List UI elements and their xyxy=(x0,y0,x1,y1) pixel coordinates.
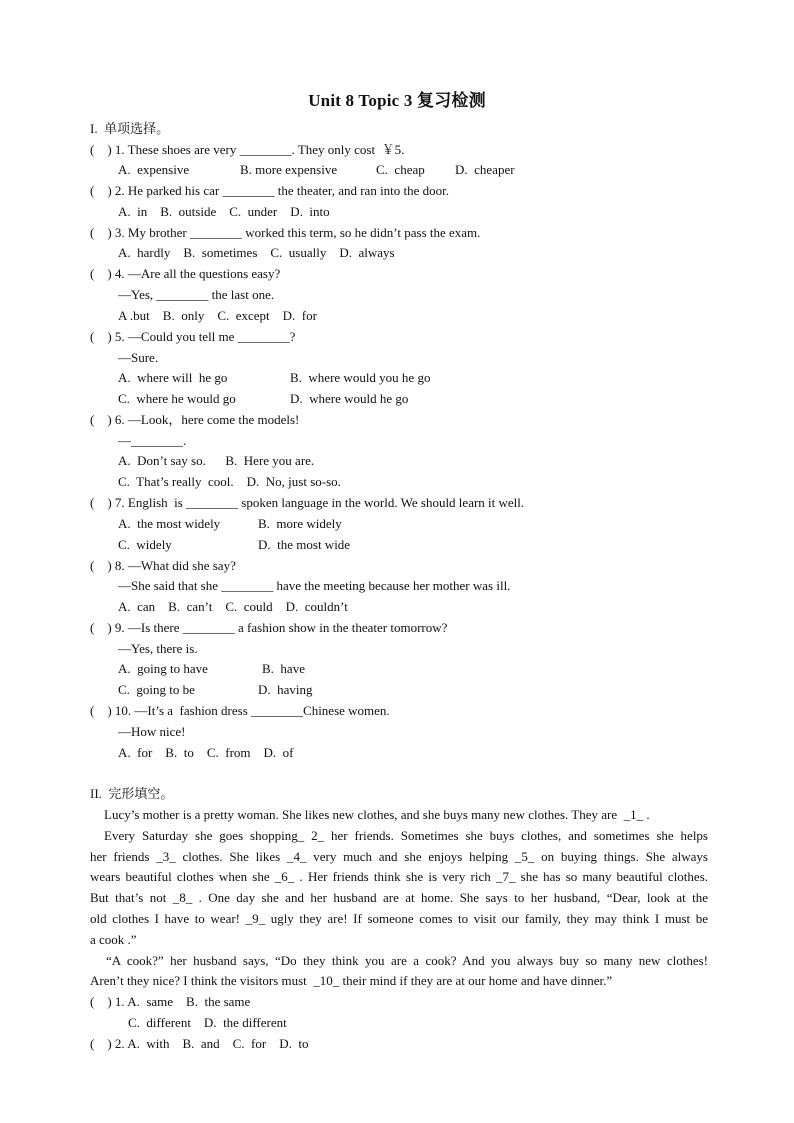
q6-reply: —________. xyxy=(118,433,187,448)
q5-option-b: B. where would you he go xyxy=(290,370,431,385)
passage-line-1: Lucy’s mother is a pretty woman. She likes new clothes, and she buys many new clothes. They are _1_ . xyxy=(104,807,650,822)
q6-options-row1: A. Don’t say so. B. Here you are. xyxy=(118,453,315,468)
q9-option-b: B. have xyxy=(262,661,305,676)
q1-option-a: A. expensive xyxy=(118,162,190,177)
q2-options: A. in B. outside C. under D. into xyxy=(118,204,330,219)
passage-line-7: a cook .” xyxy=(90,932,137,947)
q1-option-c: C. cheap xyxy=(376,162,425,177)
question-6: ( ) 6. —Look，here come the models! xyxy=(90,412,300,427)
q5-option-d: D. where would he go xyxy=(290,391,409,406)
q9-reply: —Yes, there is. xyxy=(118,641,198,656)
question-7: ( ) 7. English is ________ spoken language in the world. We should learn it well. xyxy=(90,495,525,510)
q9-option-c: C. going to be xyxy=(118,682,195,697)
q7-option-d: D. the most wide xyxy=(258,537,351,552)
cloze-question-1: ( ) 1. A. same B. the same xyxy=(90,994,251,1009)
q5-reply: —Sure. xyxy=(118,350,159,365)
question-3: ( ) 3. My brother ________ worked this term, so he didn’t pass the exam. xyxy=(90,225,481,240)
q6-options-row2: C. That’s really cool. D. No, just so-so. xyxy=(118,474,341,489)
section1-heading: I. 单项选择。 xyxy=(90,121,170,136)
q9-option-d: D. having xyxy=(258,682,313,697)
question-9: ( ) 9. —Is there ________ a fashion show in the theater tomorrow? xyxy=(90,620,448,635)
passage-line-6: old clothes I have to wear! _9_ ugly they are! If someone comes to visit our family, they may think I must be xyxy=(90,911,708,926)
q8-options: A. can B. can’t C. could D. couldn’t xyxy=(118,599,348,614)
q5-option-a: A. where will he go xyxy=(118,370,228,385)
cloze-question-2: ( ) 2. A. with B. and C. for D. to xyxy=(90,1036,309,1051)
q5-option-c: C. where he would go xyxy=(118,391,236,406)
q7-option-a: A. the most widely xyxy=(118,516,221,531)
q7-option-c: C. widely xyxy=(118,537,172,552)
q1-option-d: D. cheaper xyxy=(455,162,515,177)
question-8: ( ) 8. —What did she say? xyxy=(90,558,236,573)
section2-heading: II. 完形填空。 xyxy=(90,786,174,801)
q10-reply: —How nice! xyxy=(118,724,186,739)
page-title: Unit 8 Topic 3 复习检测 xyxy=(308,91,486,110)
q7-option-b: B. more widely xyxy=(258,516,342,531)
passage-line-9: Aren’t they nice? I think the visitors must _10_ their mind if they are at our home and have dinner.” xyxy=(90,973,613,988)
question-10: ( ) 10. —It’s a fashion dress ________Chinese women. xyxy=(90,703,390,718)
q4-reply: —Yes, ________ the last one. xyxy=(118,287,275,302)
question-4: ( ) 4. —Are all the questions easy? xyxy=(90,266,281,281)
q9-option-a: A. going to have xyxy=(118,661,208,676)
question-2: ( ) 2. He parked his car ________ the theater, and ran into the door. xyxy=(90,183,450,198)
q10-options: A. for B. to C. from D. of xyxy=(118,745,294,760)
q4-options: A .but B. only C. except D. for xyxy=(118,308,317,323)
question-5: ( ) 5. —Could you tell me ________? xyxy=(90,329,296,344)
passage-line-4: wears beautiful clothes when she _6_ . Her friends think she is very rich _7_ she has so many beautiful clothes. xyxy=(90,869,708,884)
q3-options: A. hardly B. sometimes C. usually D. always xyxy=(118,245,395,260)
passage-line-5: But that’s not _8_ . One day she and her husband are at home. She says to her husband, “Dear, look at the xyxy=(90,890,708,905)
q1-option-b: B. more expensive xyxy=(240,162,338,177)
cloze-q1-options: C. different D. the different xyxy=(128,1015,287,1030)
passage-line-3: her friends _3_ clothes. She likes _4_ very much and she enjoys helping _5_ on buying things. She always xyxy=(90,849,708,864)
passage-line-2: Every Saturday she goes shopping_ 2_ her friends. Sometimes she buys clothes, and sometimes she helps xyxy=(104,828,708,843)
q8-reply: —She said that she ________ have the meeting because her mother was ill. xyxy=(118,578,511,593)
question-1: ( ) 1. These shoes are very ________. They only cost ￥5. xyxy=(90,142,405,157)
passage-line-8: “A cook?” her husband says, “Do they think you are a cook? And you always buy so many new clothes! xyxy=(106,953,708,968)
